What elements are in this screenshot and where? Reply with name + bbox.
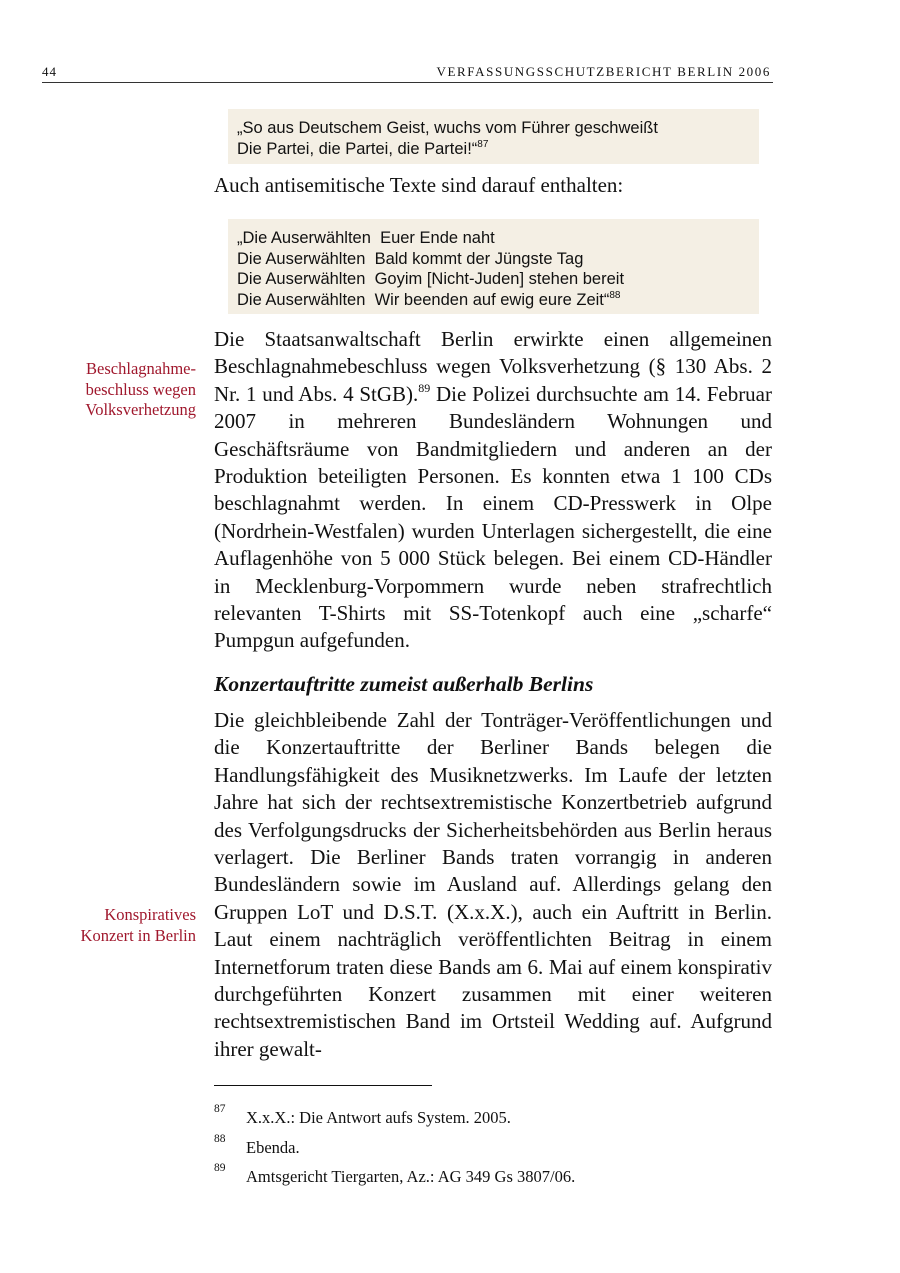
margin-note-line: Beschlagnahme- <box>86 359 196 378</box>
margin-note-line: beschluss wegen <box>85 379 196 399</box>
footnote-text: Ebenda. <box>246 1138 300 1157</box>
intro-text: Auch antisemitische Texte sind darauf enthalten: <box>214 173 624 197</box>
quote-line: „Die Auserwählten Euer Ende naht <box>237 229 495 247</box>
footnote-number: 89 <box>214 1162 226 1174</box>
running-title: VERFASSUNGSSCHUTZBERICHT BERLIN 2006 <box>436 64 771 79</box>
quote-line: Die Auserwählten Wir beenden auf ewig eure Zeit“ <box>237 290 610 309</box>
paragraph-text: Die Polizei durchsuchte am 14. Februar 2007 in mehreren Bundesländern Wohnungen und Geschäftsräume von Bandmitgliedern und anderen an der Produktion beteiligten Personen. Es konnten etwa 1 100 CDs beschlagnahmt werden. In einem CD-Presswerk in Olpe (Nordrhein-Westfalen) wurden Unterlagen sichergestellt, die eine Auflagenhöhe von 5 000 Stück belegen. Bei einem CD-Händler in Mecklenburg-Vorpommern wurde neben strafrechtlich relevanten T-Shirts mit SS-Totenkopf auch eine „scharfe“ Pumpgun aufgefunden. <box>214 381 772 653</box>
quote-line: „So aus Deutschem Geist, wuchs vom Führer geschweißt <box>237 119 658 137</box>
footnote-ref[interactable]: 87 <box>477 138 489 150</box>
margin-note-line: Konspiratives <box>104 905 196 924</box>
footnote-text: X.x.X.: Die Antwort aufs System. 2005. <box>246 1108 511 1127</box>
margin-note-konzert <box>36 905 196 946</box>
margin-note-line: Konzert in Berlin <box>80 925 196 945</box>
page-number: 44 <box>42 64 57 79</box>
footnote-number: 87 <box>214 1103 226 1115</box>
song-quote-1 <box>228 109 759 164</box>
quote-line: Die Partei, die Partei, die Partei!“ <box>237 139 478 158</box>
body-paragraph-1 <box>214 326 772 655</box>
margin-note-beschlagnahme <box>36 359 196 421</box>
body-paragraph-2: Die gleichbleibende Zahl der Tonträger-Veröffentlichungen und die Konzertauftritte der Berliner Bands belegen die Handlungsfähigkeit des Musiknetzwerks. Im Laufe der letzten Jahre hat sich der rechtsextremistische Konzertbetrieb aufgrund des Verfolgungsdrucks der Sicherheitsbehörden aus Berlin heraus verlagert. Die Berliner Bands traten vorrangig in anderen Bundesländern sowie im Ausland auf. Allerdings gelang den Gruppen LoT und D.S.T. (X.x.X.), auch ein Auftritt in Berlin. Laut einem nachträglich veröffentlichten Beitrag in einem Internetforum traten diese Bands am 6. Mai auf einem konspirativ durchgeführten Konzert zusammen mit einer weiteren rechtsextremistischen Band im Ortsteil Wedding auf. Aufgrund ihrer gewalt- <box>214 708 772 1061</box>
footnote-divider <box>214 1085 432 1086</box>
song-quote-2 <box>228 219 759 314</box>
paragraph-text: Die Staatsanwaltschaft Berlin erwirkte einen allgemeinen Beschlagnahmebeschluss wegen Volksverhetzung (§ 130 Abs. 2 Nr. 1 und Abs. 4 StGB). <box>214 327 772 406</box>
section-subheading: Konzertauftritte zumeist außerhalb Berlins <box>214 672 594 696</box>
margin-note-line: Volksverhetzung <box>85 400 196 419</box>
footnote-text: Amtsgericht Tiergarten, Az.: AG 349 Gs 3807/06. <box>246 1167 576 1186</box>
footnote-number: 88 <box>214 1133 226 1145</box>
footnote-ref[interactable]: 88 <box>609 289 621 301</box>
quote-line: Die Auserwählten Bald kommt der Jüngste Tag <box>237 249 584 268</box>
quote-line: Die Auserwählten Goyim [Nicht-Juden] stehen bereit <box>237 270 625 288</box>
page-header <box>42 62 773 83</box>
footnote-ref[interactable]: 89 <box>418 380 431 395</box>
